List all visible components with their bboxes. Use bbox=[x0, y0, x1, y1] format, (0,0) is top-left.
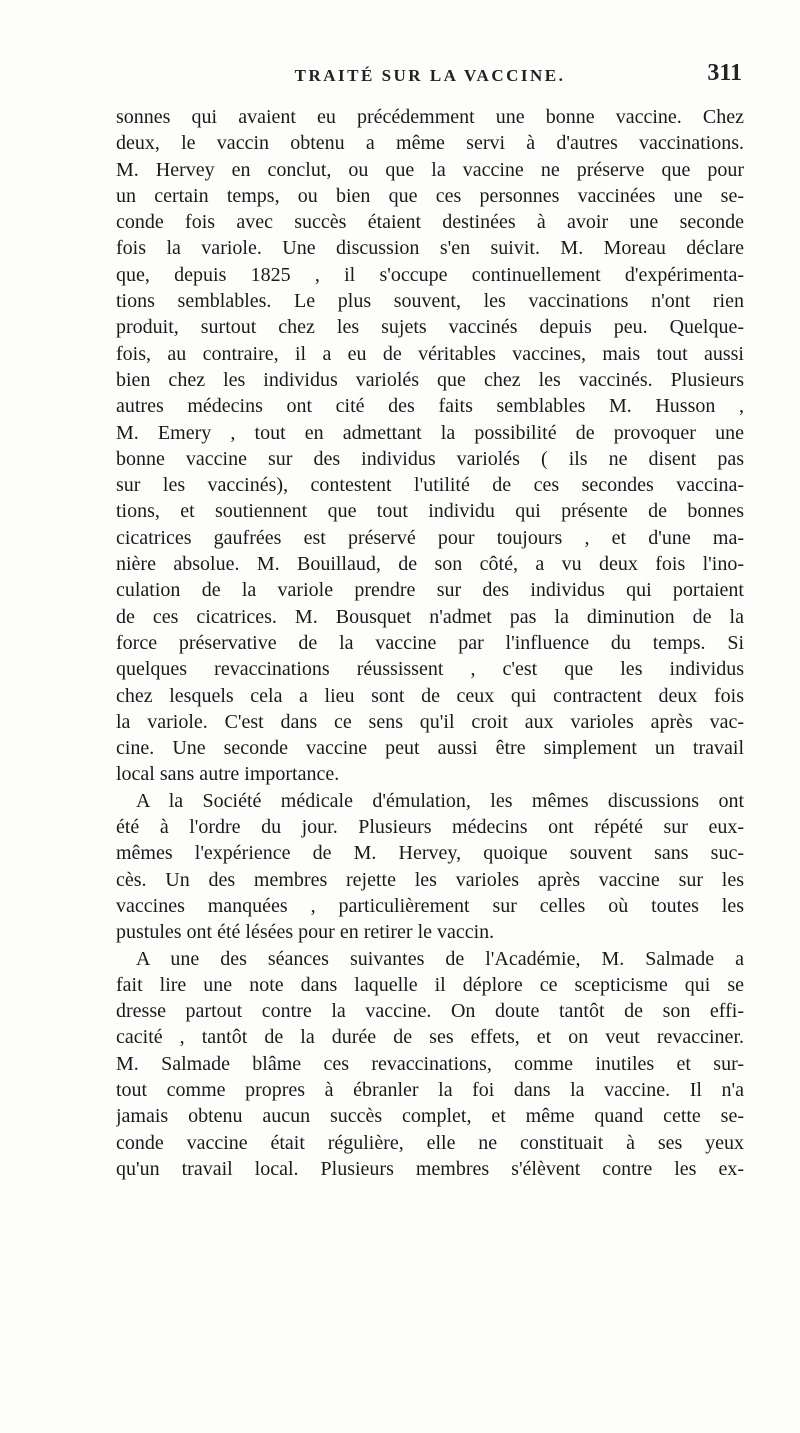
text-line: quelques revaccinations réussissent , c'est que les individus bbox=[116, 658, 744, 681]
text-line: vaccines manquées , particulièrement sur celles où toutes les bbox=[116, 894, 744, 917]
text-line: été à l'ordre du jour. Plusieurs médecins ont répété sur eux- bbox=[116, 816, 744, 839]
text-line: autres médecins ont cité des faits semblables M. Husson , bbox=[116, 395, 744, 418]
text-line: conde vaccine était régulière, elle ne constituait à ses yeux bbox=[116, 1131, 744, 1154]
text-line: jamais obtenu aucun succès complet, et même quand cette se- bbox=[116, 1105, 744, 1128]
text-line: A une des séances suivantes de l'Académie, M. Salmade a bbox=[136, 947, 744, 970]
text-line: tout comme propres à ébranler la foi dans la vaccine. Il n'a bbox=[116, 1078, 744, 1101]
text-line: culation de la variole prendre sur des individus qui portaient bbox=[116, 579, 744, 602]
text-line: M. Hervey en conclut, ou que la vaccine ne préserve que pour bbox=[116, 158, 744, 181]
text-line: cicatrices gaufrées est préservé pour toujours , et d'une ma- bbox=[116, 526, 744, 549]
text-line: pustules ont été lésées pour en retirer le vaccin. bbox=[116, 921, 495, 944]
body-text bbox=[116, 104, 744, 1182]
text-line: M. Emery , tout en admettant la possibilité de provoquer une bbox=[116, 421, 744, 444]
text-line: sur les vaccinés), contestent l'utilité de ces secondes vaccina- bbox=[116, 474, 744, 497]
text-line: local sans autre importance. bbox=[116, 763, 340, 786]
text-line: deux, le vaccin obtenu a même servi à d'autres vaccinations. bbox=[116, 132, 744, 155]
text-line: sonnes qui avaient eu précédemment une bonne vaccine. Chez bbox=[116, 106, 744, 128]
text-line: bien chez les individus variolés que chez les vaccinés. Plusieurs bbox=[116, 368, 744, 391]
text-line: mêmes l'expérience de M. Hervey, quoique souvent sans suc- bbox=[116, 842, 744, 865]
text-line: cine. Une seconde vaccine peut aussi être simplement un travail bbox=[116, 737, 744, 760]
text-line: de ces cicatrices. M. Bousquet n'admet pas la diminution de la bbox=[116, 605, 744, 628]
text-line: un certain temps, ou bien que ces personnes vaccinées une se- bbox=[116, 184, 744, 207]
page-header bbox=[118, 60, 742, 94]
text-line: bonne vaccine sur des individus variolés ( ils ne disent pas bbox=[116, 447, 744, 470]
text-line: que, depuis 1825 , il s'occupe continuellement d'expérimenta- bbox=[116, 263, 744, 286]
text-line: fois la variole. Une discussion s'en suivit. M. Moreau déclare bbox=[116, 237, 744, 260]
text-line: nière absolue. M. Bouillaud, de son côté, a vu deux fois l'ino- bbox=[116, 553, 744, 576]
text-line: la variole. C'est dans ce sens qu'il croit aux varioles après vac- bbox=[116, 710, 744, 733]
running-title: TRAITÉ SUR LA VACCINE. bbox=[294, 66, 566, 85]
text-line: fois, au contraire, il a eu de véritables vaccines, mais tout aussi bbox=[116, 342, 744, 365]
text-line: A la Société médicale d'émulation, les mêmes discussions ont bbox=[136, 789, 744, 812]
text-line: force préservative de la vaccine par l'influence du temps. Si bbox=[116, 631, 744, 654]
text-line: conde fois avec succès étaient destinées à avoir une seconde bbox=[116, 211, 744, 234]
text-line: produit, surtout chez les sujets vaccinés depuis peu. Quelque- bbox=[116, 316, 744, 339]
page-number: 311 bbox=[707, 60, 742, 86]
text-line: M. Salmade blâme ces revaccinations, comme inutiles et sur- bbox=[116, 1052, 744, 1075]
text-line: dresse partout contre la vaccine. On doute tantôt de son effi- bbox=[116, 1000, 744, 1023]
text-line: cès. Un des membres rejette les varioles après vaccine sur les bbox=[116, 868, 744, 891]
text-line: cacité , tantôt de la durée de ses effets, et on veut revacciner. bbox=[116, 1026, 744, 1049]
text-line: chez lesquels cela a lieu sont de ceux qui contractent deux fois bbox=[116, 684, 744, 707]
text-line: tions, et soutiennent que tout individu qui présente de bonnes bbox=[116, 500, 744, 523]
text-line: qu'un travail local. Plusieurs membres s'élèvent contre les ex- bbox=[116, 1157, 744, 1180]
text-line: tions semblables. Le plus souvent, les vaccinations n'ont rien bbox=[116, 290, 744, 313]
text-line: fait lire une note dans laquelle il déplore ce scepticisme qui se bbox=[116, 973, 744, 996]
